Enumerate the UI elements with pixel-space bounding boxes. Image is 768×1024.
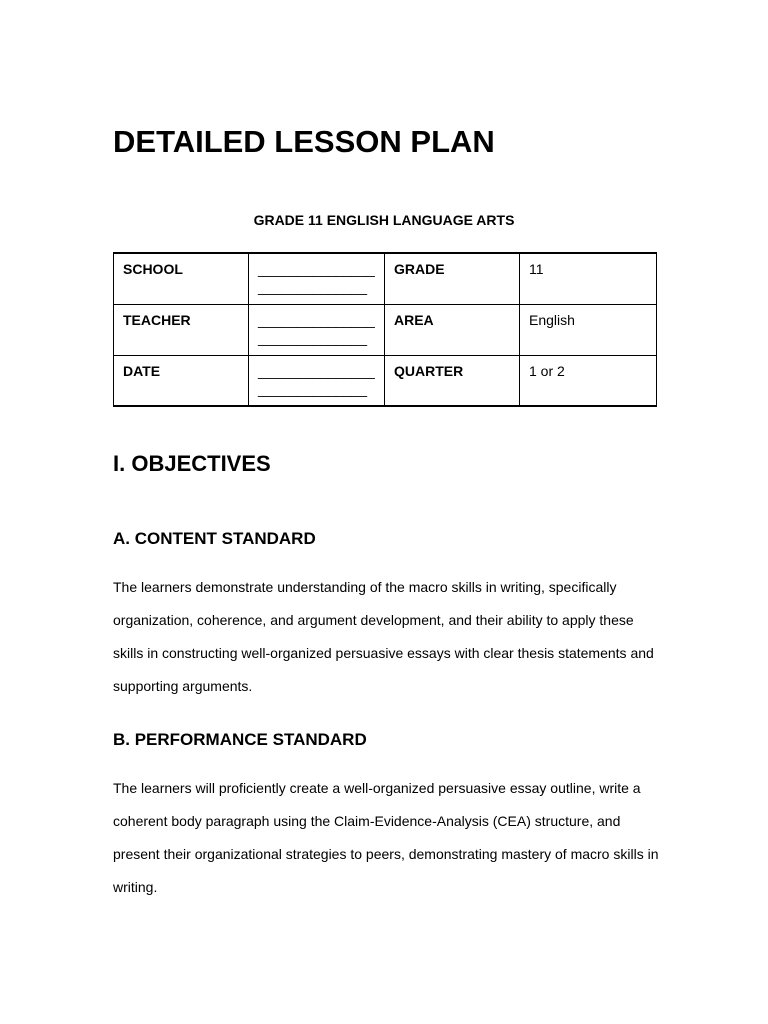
quarter-label: QUARTER [385, 355, 520, 406]
objectives-heading: I. OBJECTIVES [113, 451, 271, 476]
content-standard-text: The learners demonstrate understanding of the macro skills in writing, specifically organization, coherence, and argument development, and their ability to apply these skills in constructing well-organized persuasive essays with clear thesis statements and supporting arguments. [113, 579, 654, 694]
area-value: English [520, 304, 657, 355]
school-blank-field: _______________ ______________ [249, 253, 385, 304]
grade-label: GRADE [385, 253, 520, 304]
teacher-blank-field: _______________ ______________ [249, 304, 385, 355]
school-label: SCHOOL [114, 253, 249, 304]
lesson-info-table [113, 252, 657, 407]
table-row [114, 253, 657, 304]
performance-standard-text: The learners will proficiently create a well-organized persuasive essay outline, write a coherent body paragraph using the Claim-Evidence-Analysis (CEA) structure, and present their organizational strategies to peers, demonstrating mastery of macro skills in writing. [113, 780, 659, 895]
teacher-label: TEACHER [114, 304, 249, 355]
quarter-value: 1 or 2 [520, 355, 657, 406]
date-label: DATE [114, 355, 249, 406]
table-row [114, 304, 657, 355]
area-label: AREA [385, 304, 520, 355]
document-subtitle: GRADE 11 ENGLISH LANGUAGE ARTS [253, 212, 515, 228]
content-standard-heading: A. CONTENT STANDARD [113, 529, 316, 548]
date-blank-field: _______________ ______________ [249, 355, 385, 406]
document-title: DETAILED LESSON PLAN [113, 124, 495, 159]
table-row [114, 355, 657, 406]
performance-standard-heading: B. PERFORMANCE STANDARD [113, 730, 367, 749]
grade-value: 11 [520, 253, 657, 304]
